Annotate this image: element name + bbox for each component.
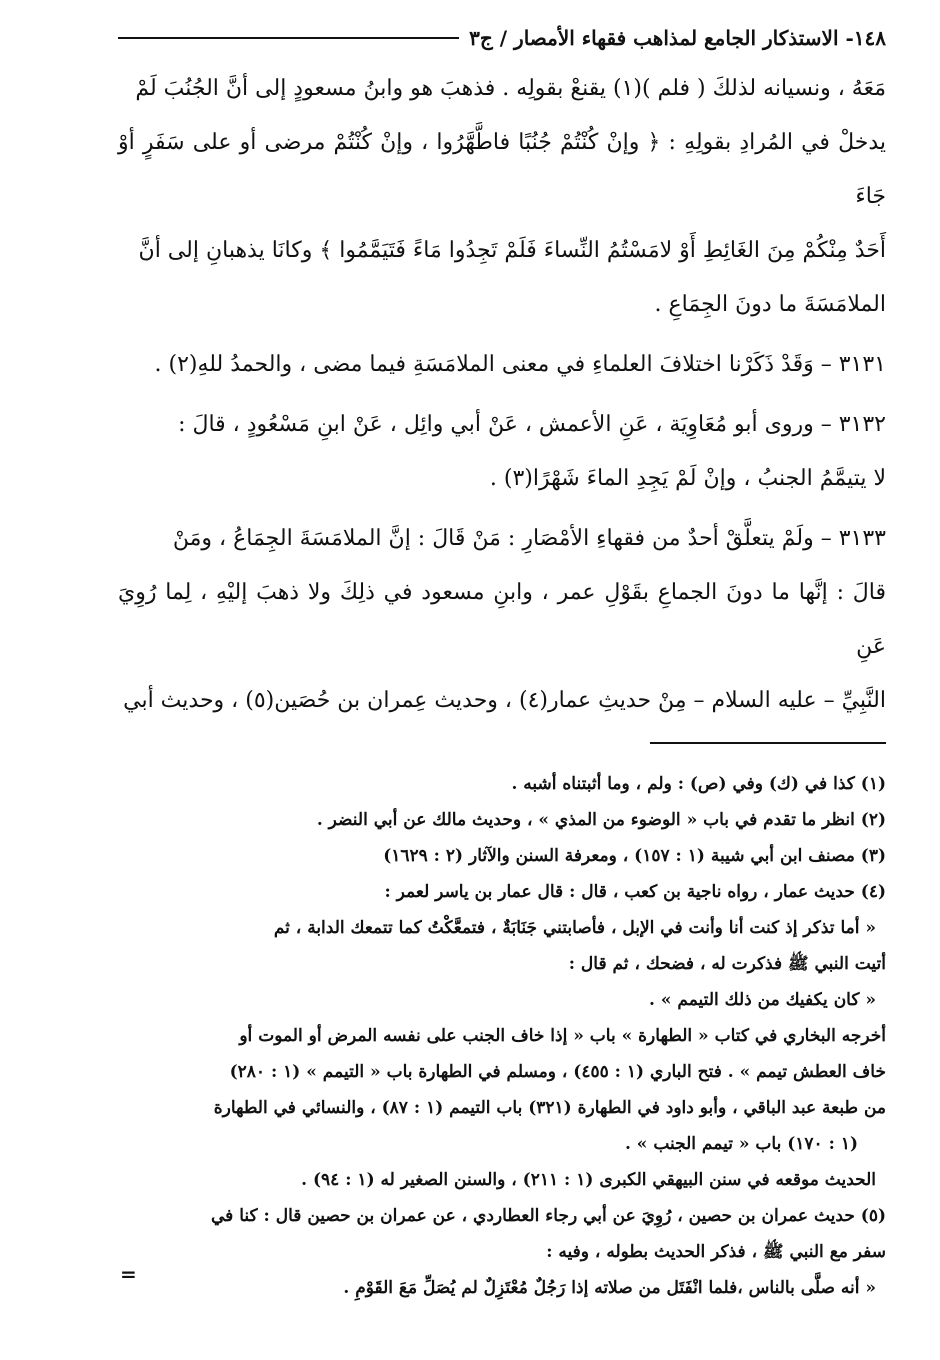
- header-rule: [118, 37, 459, 39]
- text-line: النَّبِيِّ – عليه السلام – مِنْ حديثِ عمار(٤) ، وحديث عِمران بن حُصَين(٥) ، وحديث أبي: [123, 688, 886, 713]
- main-text: [118, 62, 886, 728]
- footnote-line: خاف العطش تيمم » . فتح الباري (١ : ٤٥٥) ، ومسلم في الطهارة باب « التيمم » (١ : ٢٨٠): [229, 1062, 886, 1082]
- footnote-4: (٤) حديث عمار ، رواه ناجية بن كعب ، قال : قال عمار بن ياسر لعمر :: [384, 882, 886, 902]
- footnote-line: « كان يكفيك من ذلك التيمم » .: [649, 990, 876, 1010]
- footnote-line: أخرجه البخاري في كتاب « الطهارة » باب « إذا خاف الجنب على نفسه المرض أو الموت أو: [239, 1026, 886, 1046]
- footnote-line: من طبعة عبد الباقي ، وأبو داود في الطهارة (٣٢١) باب التيمم (١ : ٨٧) ، والنسائي في الطهارة: [213, 1098, 886, 1118]
- footnote-line: الحديث موقعه في سنن البيهقي الكبرى (١ : ٢١١) ، والسنن الصغير له (١ : ٩٤) .: [301, 1170, 876, 1190]
- text-line: قالَ : إنَّها ما دونَ الجماعِ بقَوْلِ عمر ، وابنِ مسعود في ذلِكَ ولا ذهبَ إليْهِ ، لِما رُوِيَ عَنِ: [118, 580, 886, 659]
- running-header: [118, 18, 886, 58]
- footnote-line: أتيت النبي ﷺ فذكرت له ، فضحك ، ثم قال :: [568, 954, 886, 974]
- paragraph-3131: ٣١٣١ – وَقَدْ ذَكَرْنا اختلافَ العلماءِ في معنى الملامَسَةِ فيما مضى ، والحمدُ للهِ(٢) .: [154, 352, 886, 377]
- text-line: يدخلْ في المُرادِ بقولِهِ : ﴿ وإنْ كُنْتُمْ جُنُبًا فاطَّهَّرُوا ، وإنْ كُنْتُمْ مرضى أو على سَفَرٍ أوْ جَاءَ: [118, 130, 886, 209]
- footnote-line: سفر مع النبي ﷺ ، فذكر الحديث بطوله ، وفيه :: [546, 1242, 886, 1262]
- footnote-1: (١) كذا في (ك) وفي (ص) : ولم ، وما أثبتناه أشبه .: [511, 774, 886, 794]
- footnote-line: « أنه صلَّى بالناس ،فلما انْفَتَل من صلاته إذا رَجُلٌ مُعْتَزِلٌ لم يُصَلِّ مَعَ القَوْمِ .: [343, 1278, 876, 1298]
- text-line: مَعَهُ ، ونسيانه لذلكَ ( فلم )(١) يقنعْ بقولِه . فذهبَ هو وابنُ مسعودٍ إلى أنَّ الجُنُبَ لَمْ: [135, 76, 886, 101]
- paragraph-3133: ٣١٣٣ – ولَمْ يتعلَّقْ أحدٌ من فقهاءِ الأمْصَارِ : مَنْ قَالَ : إنَّ الملامَسَةَ الجِمَاعُ ، ومَنْ: [172, 526, 886, 551]
- footnotes: [118, 766, 886, 1306]
- footnote-line: « أما تذكر إذ كنت أنا وأنت في الإبل ، فأصابتني جَنَابَةٌ ، فتمعَّكْتُ كما تتمعك الدابة ، ثم: [273, 918, 876, 938]
- text-line: الملامَسَةَ ما دونَ الجِمَاعِ .: [654, 292, 886, 317]
- footnote-5: (٥) حديث عمران بن حصين ، رُوِيَ عن أبي رجاء العطاردي ، عن عمران بن حصين قال : كنا في: [211, 1206, 886, 1226]
- footnote-2: (٢) انظر ما تقدم في باب « الوضوء من المذي » ، وحديث مالك عن أبي النضر .: [316, 810, 886, 830]
- footnote-3: (٣) مصنف ابن أبي شيبة (١ : ١٥٧) ، ومعرفة السنن والآثار (٢ : ١٦٢٩): [383, 846, 886, 866]
- footnote-separator: [650, 742, 886, 744]
- footnote-line: (١ : ١٧٠) باب « تيمم الجنب » .: [624, 1134, 858, 1154]
- paragraph-3132: ٣١٣٢ – وروى أبو مُعَاوِيَة ، عَنِ الأعمش ، عَنْ أبي وائِل ، عَنْ ابنِ مَسْعُودٍ ، قالَ :: [178, 412, 886, 437]
- text-line: لا يتيمَّمُ الجنبُ ، وإنْ لَمْ يَجِدِ الماءَ شَهْرًا(٣) .: [489, 466, 886, 491]
- text-line: أَحَدٌ مِنْكُمْ مِنَ الغَائِطِ أَوْ لامَسْتُمُ النِّساءَ فَلَمْ تَجِدُوا مَاءً فَتَيَمَّمُوا ﴾ وكانَا يذهبانِ إلى أنَّ: [138, 238, 886, 263]
- header-title: ١٤٨- الاستذكار الجامع لمذاهب فقهاء الأمصار / ج٣: [469, 26, 886, 50]
- continuation-mark: =: [120, 1262, 137, 1286]
- page: [118, 18, 886, 1338]
